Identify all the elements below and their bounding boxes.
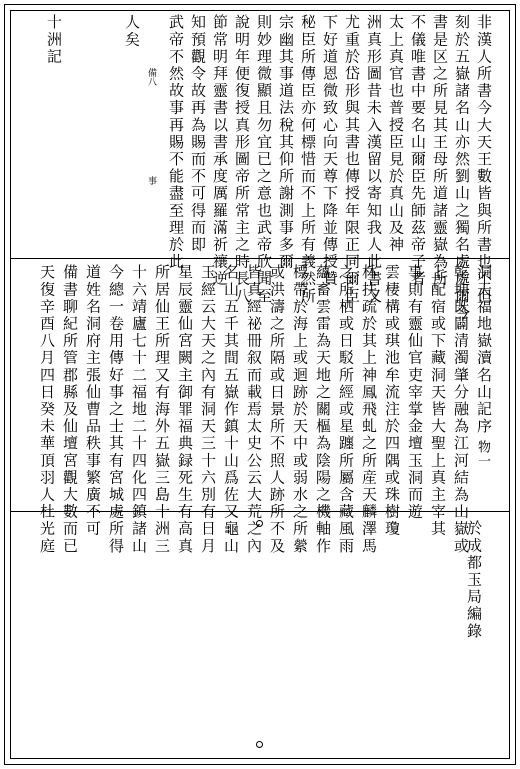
text-column: 事則有靈仙官吏宰掌金壇玉洞而遊: [406, 264, 424, 521]
text-column: 皆真經祕冊叙而載焉太史公云大荒之內: [245, 264, 263, 555]
text-column: 天復辛酉八月四日癸未華頂羽人杜光庭: [38, 264, 56, 555]
text-column: 所居仙王所理又有海外五嶽三島十洲三: [153, 264, 171, 555]
text-column: 刻於五嶽諸名山亦然劉山之獨名處處爾今: [453, 14, 471, 322]
text-column: 書是区之所見其王母所道諸靈嶽為所: [431, 14, 449, 288]
page-label: 物一: [475, 440, 490, 468]
text-column: 之所栖或日駁所經或星躔所屬含藏風雨: [337, 264, 355, 555]
text-column: 蘊畜雲雷為天地之關樞為陰陽之機軸作: [314, 264, 332, 555]
text-column: 今總一卷用傳好事之士其有宮城處所得: [107, 264, 125, 555]
text-column: 不儀唯書中要名山爾臣先師茲帝子者: [409, 14, 427, 288]
text-column: 說明年便復授真形圖帝所常主之時長八: [233, 14, 251, 305]
text-column: 下好道恩微致心向天尊下降並傳授贊: [321, 14, 339, 288]
text-column: 秘臣所傳臣亦何標惜而不上所有義然所: [299, 14, 317, 305]
text-column: 知預觀令故再為賜而不可得而即: [189, 14, 207, 254]
author-line: 人矣: [123, 14, 141, 49]
text-column: 宗幽其事道法稅其仰所謝測事多爾: [277, 14, 295, 271]
text-column: 星辰靈仙宮闕主御罪福典録死生有高真: [176, 264, 194, 555]
text-column: 非漢人所書今大天王數皆與所書也不但: [475, 14, 493, 305]
text-column: 乾坤既闢清濁肇分融為江河結為山嶽或: [452, 264, 470, 555]
text-column: 雲棲構或琪池牟流注於四隅或珠樹瓊: [383, 264, 401, 538]
text-column: 林扶疏於其上神鳳飛虬之所産天麟澤馬: [360, 264, 378, 555]
marginal-note: 備八: [146, 68, 156, 86]
preface-title: 洞天福地嶽瀆名山記序: [475, 264, 493, 435]
text-column: 節常明拜靈書以書承度厲羅滿祈禳逆: [211, 14, 229, 288]
text-column: 則妙理微顯且勿宜已之意也武帝欣聞至: [255, 14, 273, 305]
text-column: 名山五千其間五嶽作鎮十山爲佐又龜山: [222, 264, 240, 555]
circle-mark: [256, 520, 263, 527]
text-column: 上配宿或下藏洞天皆大聖上真主宰其: [429, 264, 447, 538]
text-column: 尤重於岱形與其書也傳授年限正同爾臣: [343, 14, 361, 305]
book-title: 十洲記: [45, 14, 63, 66]
text-column: 標帶於海上或迴跡於天中或弱水之所縈: [291, 264, 309, 555]
text-column: 玉經云大天之內有洞天三十六別有日月: [199, 264, 217, 555]
text-column: 備書聊紀所管郡縣及仙壇宮觀大數而已: [61, 264, 79, 555]
text-column: 洲真形圖昔未入漢留以寄知我人此書又: [365, 14, 383, 305]
marginal-note: 事: [146, 176, 156, 185]
text-column: 太上真官也普授臣見於真山及神: [387, 14, 405, 254]
compiler-line: 於成都玉局編錄: [465, 520, 483, 640]
text-column: 武帝不然故事再賜不能盡至理於此: [167, 14, 185, 271]
text-column: 道姓名洞府主張仙曹品秩事繁廣不可: [84, 264, 102, 538]
circle-mark: [256, 741, 263, 748]
text-column: 十六靖廬七十二福地二十四化四鎮諸山: [130, 264, 148, 555]
text-column: 或洪濤之所隔或日景所不照人跡所不及: [268, 264, 286, 555]
